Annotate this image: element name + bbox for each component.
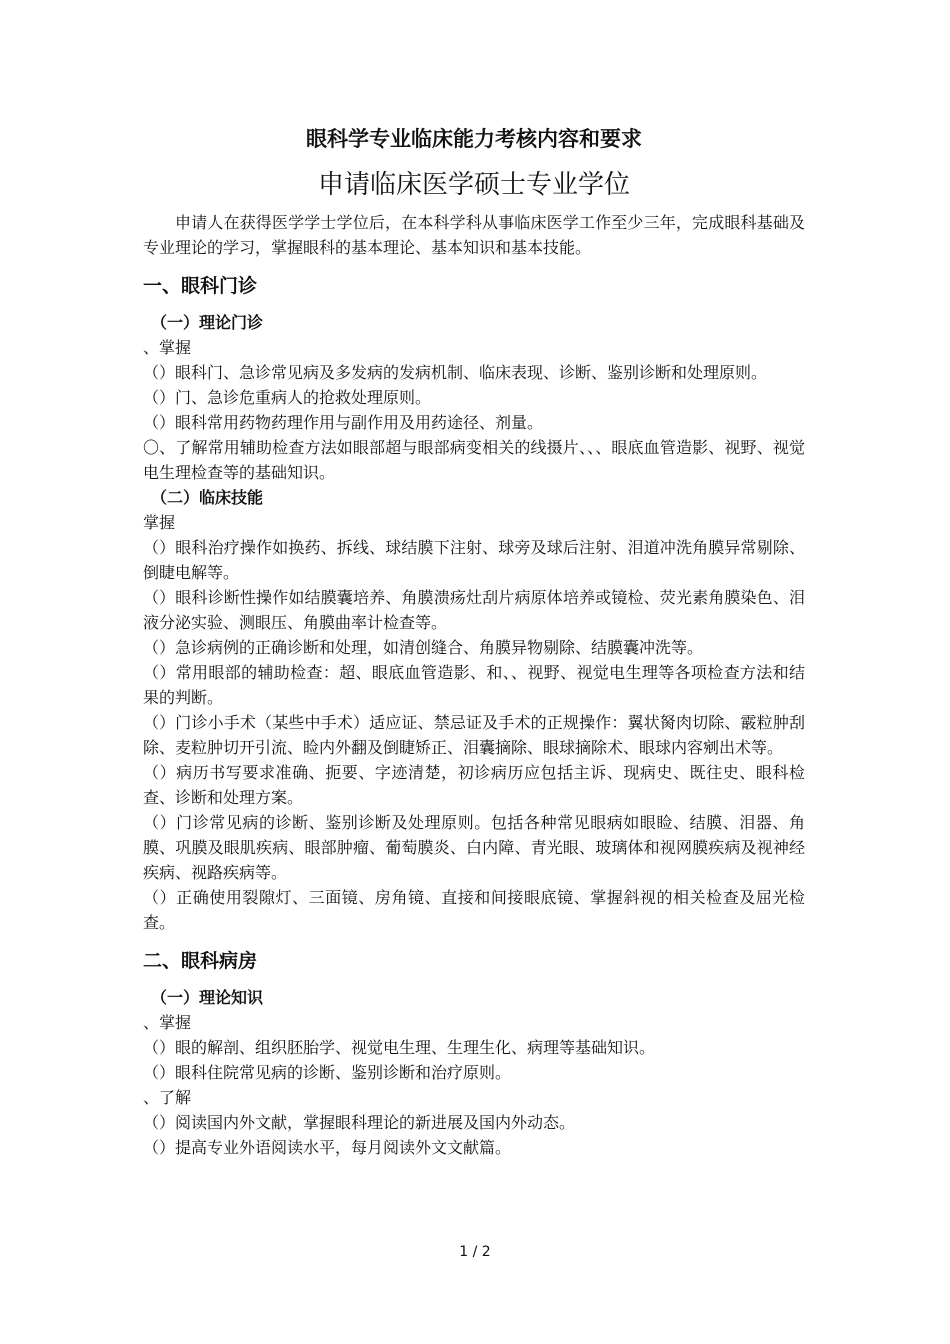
paragraph-line: （）门诊小手术（某些中手术）适应证、禁忌证及手术的正规操作：翼状胬肉切除、霰粒肿刮除、麦粒肿切开引流、睑内外翻及倒睫矫正、泪囊摘除、眼球摘除术、眼球内容剜出术等。 — [143, 713, 805, 757]
paragraph-line: （）急诊病例的正确诊断和处理，如清创缝合、角膜异物剔除、结膜囊冲洗等。 — [143, 638, 704, 657]
paragraph-line: 掌握 — [143, 513, 176, 532]
paragraph-line: （）提高专业外语阅读水平，每月阅读外文文献篇。 — [143, 1138, 512, 1157]
paragraph-line: （）眼的解剖、组织胚胎学、视觉电生理、生理生化、病理等基础知识。 — [143, 1038, 656, 1057]
paragraph-line: （）眼科治疗操作如换药、拆线、球结膜下注射、球旁及球后注射、泪道冲洗角膜异常剔除、倒睫电解等。 — [143, 538, 805, 582]
paragraph-line: 、掌握 — [143, 338, 192, 357]
document-subtitle: 申请临床医学硕士专业学位 — [317, 170, 630, 200]
intro-paragraph: 申请人在获得医学学士学位后，在本科学科从事临床医学工作至少三年，完成眼科基础及专业理论的学习，掌握眼科的基本理论、基本知识和基本技能。 — [143, 213, 805, 257]
paragraph-line: （）眼科门、急诊常见病及多发病的发病机制、临床表现、诊断、鉴别诊断和处理原则。 — [143, 363, 768, 382]
paragraph-line: （）正确使用裂隙灯、三面镜、房角镜、直接和间接眼底镜、掌握斜视的相关检查及屈光检查。 — [143, 888, 805, 932]
page-content — [143, 124, 805, 1160]
paragraph-line: 、掌握 — [143, 1013, 192, 1032]
page-number: 1 / 2 — [459, 1244, 491, 1260]
section-heading: 一、眼科门诊 — [143, 275, 258, 297]
subsection-heading: （一）理论知识 — [151, 988, 264, 1007]
paragraph-line: 、了解 — [143, 1088, 192, 1107]
section-heading: 二、眼科病房 — [143, 950, 258, 972]
paragraph-line: （）阅读国内外文献，掌握眼科理论的新进展及国内外动态。 — [143, 1113, 576, 1132]
paragraph-line: （）病历书写要求准确、扼要、字迹清楚，初诊病历应包括主诉、现病史、既往史、眼科检查、诊断和处理方案。 — [143, 763, 805, 807]
paragraph-line: 〇、了解常用辅助检查方法如眼部超与眼部病变相关的线摄片、、、眼底血管造影、视野、视觉电生理检查等的基础知识。 — [143, 438, 805, 482]
paragraph-line: （）常用眼部的辅助检查：超、眼底血管造影、和、、视野、视觉电生理等各项检查方法和结果的判断。 — [143, 663, 805, 707]
paragraph-line: （）门诊常见病的诊断、鉴别诊断及处理原则。包括各种常见眼病如眼睑、结膜、泪器、角膜、巩膜及眼肌疾病、眼部肿瘤、葡萄膜炎、白内障、青光眼、玻璃体和视网膜疾病及视神经疾病、视路疾病等。 — [143, 813, 805, 882]
paragraph-line: （）门、急诊危重病人的抢救处理原则。 — [143, 388, 432, 407]
subsection-heading: （二）临床技能 — [151, 488, 264, 507]
paragraph-line: （）眼科诊断性操作如结膜囊培养、角膜溃疡灶刮片病原体培养或镜检、荧光素角膜染色、泪液分泌实验、测眼压、角膜曲率计检查等。 — [143, 588, 805, 632]
subsection-heading: （一）理论门诊 — [151, 313, 264, 332]
document-title: 眼科学专业临床能力考核内容和要求 — [306, 127, 642, 151]
paragraph-line: （）眼科常用药物药理作用与副作用及用药途径、剂量。 — [143, 413, 544, 432]
paragraph-line: （）眼科住院常见病的诊断、鉴别诊断和治疗原则。 — [143, 1063, 512, 1082]
